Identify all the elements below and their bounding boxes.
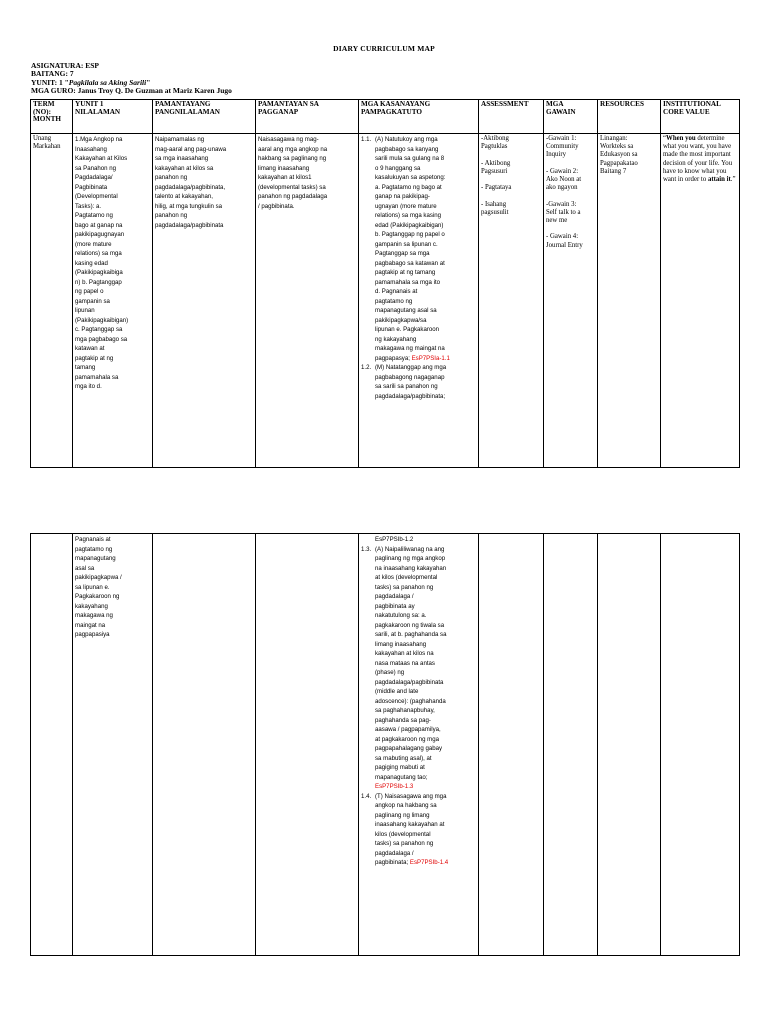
asignatura-line: ASIGNATURA: ESP	[31, 61, 99, 70]
table-row	[31, 134, 740, 468]
kasanayan-item: 1.1. (A) Natutukoy ang mga pagbabago sa kanyang sarili mula sa gulang na 8 o 9 hanggang sa kasalukuyan sa aspetong: a. Pagtatamo ng bago at ganap na pakikipag- ugnayan (more mature relations) sa mga kasing edad (Pakikipagkaibigan) b. Pagtanggap ng papel o gampanin sa lipunan c. Pagtanggap sa mga pagbabago sa katawan at pagtakip at ng tamang pamamahala sa mga ito d. Pagnanais at pagtatamo ng mapanagutang asal sa pakikipagkapwa/sa lipunan e. Pagkakaroon ng kakayahang makagawa ng maingat na pagpapasya; EsP7PSIa-1.1	[361, 136, 450, 362]
yunit-suffix: "	[146, 77, 151, 87]
kasanayan-item: 1.3. (A) Naipaliliwanag na ang paglinang ng mga angkop na inaasahang kakayahan at kilos (developmental tasks) sa panahon ng pagdadalaga / pagbibinata ay nakatutulong sa: a. pagkakaroon ng tiwala sa sarili, at b. paghahanda sa limang inaasahang kakayahan at kilos na nasa mataas na antas (phase) ng pagdadalaga/pagbibinata (middle and late adoscence): (paghahanda sa paghahanapbuhay, paghahanda sa pag- aasawa / pagpapamilya, at pagkakaroon ng mga pagpapahalagang gabay sa mabuting asal), at pagiging mabuti at mapanagutang tao; EsP7PSIb-1.3	[361, 545, 447, 790]
pamantayang-cell	[153, 534, 256, 956]
kasanayan-item: 1.4. (T) Naisasagawa ang mga angkop na hakbang sa paglinang ng limang inaasahang kakayahan at kilos (developmental tasks) sa panahon ng pagdadalaga / pagbibinata; EsP7PSIb-1.4	[361, 792, 449, 866]
header-mga-gawain: MGA GAWAIN	[544, 100, 598, 134]
term-cell	[31, 534, 73, 956]
header-pamantayang-pangnilalaman: PAMANTAYANG PANGNILALAMAN	[153, 100, 256, 134]
gawain-cell: -Gawain 1: Community Inquiry - Gawain 2: Ako Noon at ako ngayon -Gawain 3: Self talk to a new me - Gawain 4: Journal Entry	[544, 134, 598, 468]
curriculum-map-table	[30, 99, 740, 468]
competency-code: EsP7PSIb-1.2	[375, 536, 414, 543]
kasanayan-cell	[359, 134, 479, 468]
header-resources: RESOURCES	[598, 100, 661, 134]
gawain-cell	[544, 534, 598, 956]
header-institutional-core-value: INSTITUTIONAL CORE VALUE	[661, 100, 740, 134]
term-cell: Unang Markahan	[31, 134, 73, 468]
nilalaman-cell: Pagnanais at pagtatamo ng mapanagutang asal sa pakikipagkapwa / sa lipunan e. Pagkakaroon ng kakayahang makagawa ng maingat na pagpapasiya	[73, 534, 153, 956]
resources-cell: Linangan: Workteks sa Edukasyon sa Pagpapakatao Baitang 7	[598, 134, 661, 468]
kasanayan-item: 1.2. (M) Natatanggap ang mga pagbabagong nagaganap sa sarili sa panahon ng pagdadalaga/pagbibinata;	[361, 364, 447, 400]
core-value-cell	[661, 134, 740, 468]
document-meta	[31, 62, 232, 96]
yunit-name: Pagkilala sa Aking Sarili	[68, 77, 147, 87]
resources-cell	[598, 534, 661, 956]
core-value-cell	[661, 534, 740, 956]
table-row	[31, 534, 740, 956]
pagganap-cell	[256, 534, 359, 956]
baitang-line: BAITANG: 7	[31, 69, 74, 79]
header-yunit: YUNIT 1 NILALAMAN	[73, 100, 153, 134]
header-row	[31, 100, 740, 134]
assessment-cell: -Aktibong Pagtuklas - Aktibong Pagsusuri - Pagtataya - Isahang pagsusulit	[479, 134, 544, 468]
competency-code: EsP7PSIb-1.3	[375, 783, 414, 790]
pagganap-cell: Naisasagawa ng mag- aaral ang mga angkop na hakbang sa paglinang ng limang inaasahang kakayahan at kilos1 (developmental tasks) sa panahon ng pagdadalaga / pagbibinata.	[256, 134, 359, 468]
header-term: TERM (NO): MONTH	[31, 100, 73, 134]
pamantayang-cell: Naipamamalas ng mag-aaral ang pag-unawa sa mga inaasahang kakayahan at kilos sa panahon ng pagdadalaga/pagbibinata, talento at kakayahan, hilig, at mga tungkulin sa panahon ng pagdadalaga/pagbibinata	[153, 134, 256, 468]
mga-guro-line: MGA GURO: Janus Troy Q. De Guzman at Mariz Karen Jugo	[31, 86, 232, 96]
kasanayan-cell	[359, 534, 479, 956]
assessment-cell	[479, 534, 544, 956]
header-assessment: ASSESSMENT	[479, 100, 544, 134]
nilalaman-cell: 1.Mga Angkop na Inaasahang Kakayahan at Kilos sa Panahon ng Pagdadalaga/ Pagbibinata (Developmental Tasks): a. Pagtatamo ng bago at ganap na pakikipagugnayan (more mature relations) sa mga kasing edad (Pakikipagkaibiga n) b. Pagtanggap ng papel o gampanin sa lipunan (Pakikipagkaibigan) c. Pagtanggap sa mga pagbabago sa katawan at pagtakip at ng tamang pamamahala sa mga ito d.	[73, 134, 153, 468]
curriculum-map-table-continued	[30, 533, 740, 956]
competency-code: EsP7PSIb-1.4	[409, 859, 449, 866]
competency-code: EsP7PSIa-1.1	[411, 354, 450, 362]
yunit-prefix: YUNIT: 1 "	[31, 77, 69, 87]
header-pamantayan-sa-pagganap: PAMANTAYAN SA PAGGANAP	[256, 100, 359, 134]
document-title: DIARY CURRICULUM MAP	[333, 44, 435, 53]
core-value-text: “When you determine what you want, you have made the most important decision of your life. You have to know what you want in order to attain it.”	[663, 135, 736, 184]
header-mga-kasanayang: MGA KASANAYANG PAMPAGKATUTO	[359, 100, 479, 134]
